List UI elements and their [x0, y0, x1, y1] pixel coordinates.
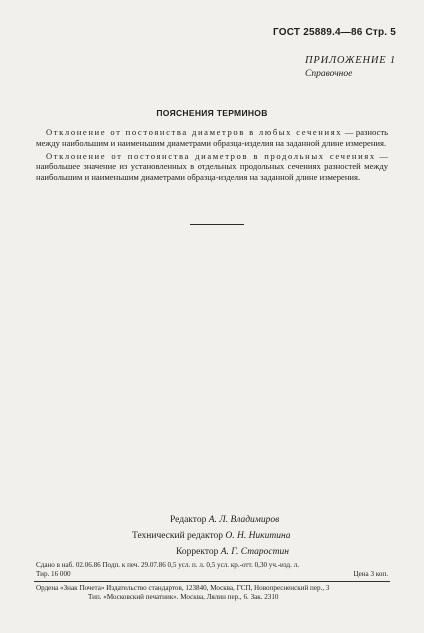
definition-paragraph: [36, 151, 388, 183]
publisher-line: Ордена «Знак Почета» Издательство стандартов, 123840, Москва, ГСП, Новопресненский пер., 3: [36, 584, 330, 592]
appendix-title: ПРИЛОЖЕНИЕ 1: [305, 55, 396, 66]
credit-tech-editor: [132, 528, 290, 544]
price: Цена 3 коп.: [353, 569, 388, 578]
credit-name: А. Л. Владимиров: [208, 515, 280, 525]
imprint-line: [36, 561, 388, 570]
separator-rule: [190, 224, 244, 225]
credit-role: Корректор: [176, 547, 221, 557]
imprint-block: [36, 561, 388, 578]
credit-corrector: [176, 544, 289, 560]
print-run: Тир. 16 000: [36, 569, 71, 578]
printing-house-line: Тип. «Московский печатник». Москва, Лялин пер., 6. Зак. 2310: [88, 592, 279, 601]
appendix-subtitle: Справочное: [305, 69, 353, 79]
credit-editor: [170, 512, 279, 528]
imprint-line: [36, 570, 388, 579]
definition-text: — разность между наибольшим и наименьшим диаметрами образца-изделия на заданной длине измерения.: [36, 127, 388, 148]
credit-name: А. Г. Старостин: [220, 547, 289, 557]
credit-role: Технический редактор: [132, 531, 226, 541]
bottom-rule: [34, 581, 390, 582]
definition-text: — наибольшее значение из установленных в отдельных продольных сечениях разностей между наибольшим и наименьшим диаметрами образца-изделия на заданной длине измерения.: [36, 150, 388, 183]
credit-role: Редактор: [170, 515, 209, 525]
printer-block: [36, 584, 388, 602]
credit-name: О. Н. Никитина: [225, 531, 291, 541]
imprint-text: Сдано в наб. 02.06.86 Подп. к печ. 29.07.86 0,5 усл. п. л. 0,5 усл. кр.-отт. 0,30 уч.-изд. л.: [36, 561, 300, 569]
definitions-body: [36, 127, 388, 185]
section-title: ПОЯСНЕНИЯ ТЕРМИНОВ: [156, 108, 268, 118]
term: Отклонение от постоянства диаметров в продольных сечениях: [46, 150, 376, 161]
standard-code: ГОСТ 25889.4—86 Стр. 5: [273, 27, 396, 38]
definition-paragraph: [36, 127, 388, 149]
term: Отклонение от постоянства диаметров в любых сечениях: [46, 127, 343, 137]
